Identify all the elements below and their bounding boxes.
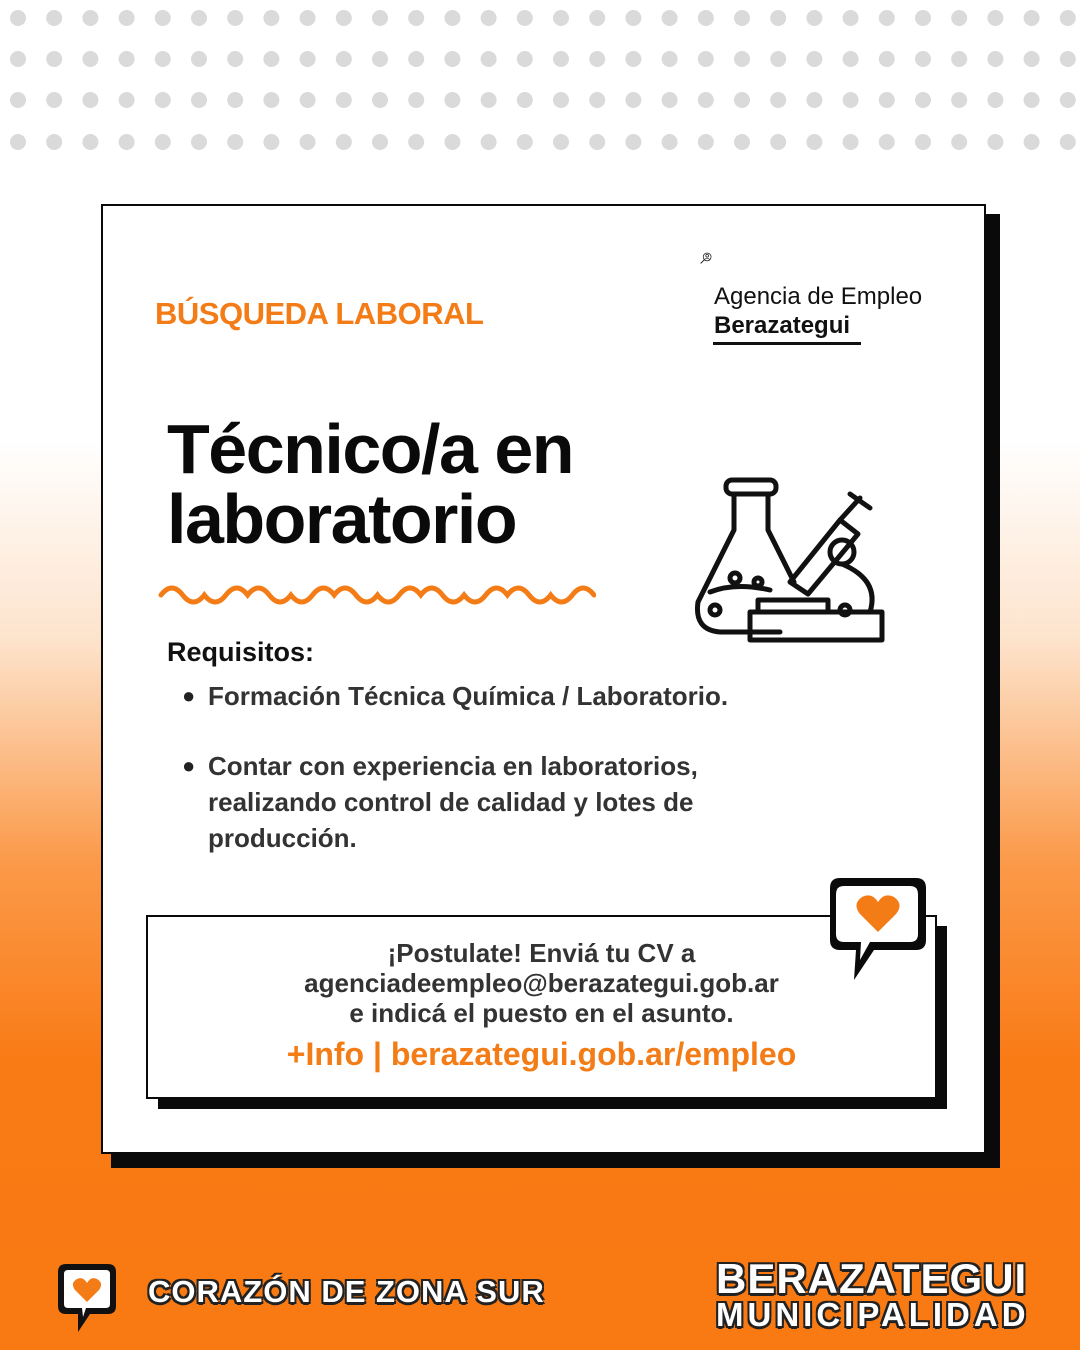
- pattern-dot: [770, 134, 786, 150]
- pattern-dot: [408, 92, 424, 108]
- brand-subtitle: MUNICIPALIDAD: [716, 1296, 1030, 1333]
- pattern-dot: [10, 10, 26, 26]
- pattern-dot: [987, 10, 1003, 26]
- heart-speech-bubble-icon: [56, 1262, 118, 1334]
- job-title-line2: laboratorio: [167, 480, 517, 558]
- agency-city: Berazategui: [714, 312, 851, 339]
- pattern-dot: [372, 51, 388, 67]
- pattern-dot: [119, 134, 135, 150]
- requirement-text: Formación Técnica Química / Laboratorio.: [208, 681, 729, 711]
- requirement-text: Contar con experiencia en laboratorios, realizando control de calidad y lotes de producción.: [208, 751, 698, 853]
- pattern-dot: [46, 134, 62, 150]
- bullet-icon: ●: [182, 683, 196, 708]
- pattern-dot: [951, 92, 967, 108]
- requirements-heading: Requisitos:: [167, 637, 315, 667]
- pattern-dot: [843, 10, 859, 26]
- pattern-dot: [372, 92, 388, 108]
- pattern-dot: [1024, 51, 1040, 67]
- pattern-dot: [517, 51, 533, 67]
- pattern-dot: [119, 92, 135, 108]
- bullet-icon: ●: [182, 753, 196, 778]
- pattern-dot: [444, 92, 460, 108]
- pattern-dot: [408, 10, 424, 26]
- pattern-dot: [843, 92, 859, 108]
- pattern-dot: [300, 92, 316, 108]
- pattern-dot: [336, 10, 352, 26]
- requirements-list: [182, 678, 802, 890]
- pattern-dot: [119, 10, 135, 26]
- pattern-dot: [336, 92, 352, 108]
- pattern-dot: [46, 10, 62, 26]
- pattern-dot: [517, 92, 533, 108]
- pattern-dot: [155, 134, 171, 150]
- pattern-dot: [300, 134, 316, 150]
- pattern-dot: [1024, 10, 1040, 26]
- pattern-dot: [879, 134, 895, 150]
- apply-instructions: [146, 938, 937, 1028]
- pattern-dot: [481, 10, 497, 26]
- pattern-dot: [300, 10, 316, 26]
- pattern-dot: [698, 51, 714, 67]
- pattern-dot: [155, 51, 171, 67]
- pattern-dot: [589, 92, 605, 108]
- pattern-dot: [734, 134, 750, 150]
- pattern-dot: [987, 92, 1003, 108]
- pattern-dot: [1060, 92, 1076, 108]
- job-title-line1: Técnico/a en: [167, 410, 574, 488]
- pattern-dot: [372, 10, 388, 26]
- pattern-dot: [263, 92, 279, 108]
- pattern-dot: [517, 10, 533, 26]
- pattern-dot: [625, 134, 641, 150]
- pattern-dot: [10, 51, 26, 67]
- pattern-dot: [806, 10, 822, 26]
- pattern-dot: [1060, 134, 1076, 150]
- pattern-dot: [227, 10, 243, 26]
- pattern-dot: [263, 10, 279, 26]
- pattern-dot: [915, 51, 931, 67]
- agency-name: Agencia de Empleo: [714, 283, 923, 310]
- pattern-dot: [806, 134, 822, 150]
- pattern-dot: [734, 51, 750, 67]
- pattern-dot: [481, 51, 497, 67]
- pattern-dot: [300, 51, 316, 67]
- pattern-dot: [951, 10, 967, 26]
- pattern-dot: [662, 10, 678, 26]
- pattern-dot: [987, 51, 1003, 67]
- pattern-dot: [227, 92, 243, 108]
- pattern-dot: [589, 51, 605, 67]
- pattern-dot: [1060, 10, 1076, 26]
- apply-line1: ¡Postulate! Enviá tu CV a: [387, 938, 696, 968]
- pattern-dot: [481, 134, 497, 150]
- job-title: [167, 410, 574, 558]
- pattern-dot: [336, 134, 352, 150]
- apply-line3: e indicá el puesto en el asunto.: [349, 998, 734, 1028]
- pattern-dot: [625, 51, 641, 67]
- pattern-dot: [82, 92, 98, 108]
- pattern-dot: [444, 51, 460, 67]
- pattern-dot: [263, 51, 279, 67]
- pattern-dot: [155, 10, 171, 26]
- heart-speech-bubble-icon: [826, 872, 930, 988]
- brand-name: BERAZATEGUI: [716, 1255, 1028, 1302]
- pattern-dot: [444, 134, 460, 150]
- pattern-dot: [336, 51, 352, 67]
- footer-slogan: CORAZÓN DE ZONA SUR: [148, 1274, 545, 1309]
- pattern-dot: [517, 134, 533, 150]
- pattern-dot: [227, 51, 243, 67]
- pattern-dot: [1024, 92, 1040, 108]
- dot-pattern: [0, 0, 1080, 160]
- info-link[interactable]: +Info | berazategui.gob.ar/empleo: [286, 1036, 797, 1072]
- pattern-dot: [879, 92, 895, 108]
- pattern-dot: [46, 51, 62, 67]
- pattern-dot: [915, 92, 931, 108]
- pattern-dot: [408, 134, 424, 150]
- pattern-dot: [155, 92, 171, 108]
- pattern-dot: [951, 51, 967, 67]
- pattern-dot: [625, 92, 641, 108]
- apply-email[interactable]: agenciadeempleo@berazategui.gob.ar: [304, 968, 779, 998]
- pattern-dot: [806, 92, 822, 108]
- pattern-dot: [879, 10, 895, 26]
- pattern-dot: [625, 10, 641, 26]
- pattern-dot: [589, 10, 605, 26]
- lab-flask-microscope-icon: [690, 470, 890, 650]
- pattern-dot: [191, 51, 207, 67]
- list-item: [182, 678, 802, 714]
- pattern-dot: [662, 134, 678, 150]
- pattern-dot: [698, 134, 714, 150]
- pattern-dot: [662, 92, 678, 108]
- pattern-dot: [191, 10, 207, 26]
- pattern-dot: [698, 92, 714, 108]
- pattern-dot: [734, 10, 750, 26]
- pattern-dot: [82, 10, 98, 26]
- pattern-dot: [987, 134, 1003, 150]
- pattern-dot: [770, 51, 786, 67]
- pattern-dot: [662, 51, 678, 67]
- pattern-dot: [372, 134, 388, 150]
- agency-underline: [713, 342, 861, 345]
- pattern-dot: [227, 134, 243, 150]
- pattern-dot: [191, 92, 207, 108]
- pattern-dot: [770, 10, 786, 26]
- pattern-dot: [10, 134, 26, 150]
- pattern-dot: [734, 92, 750, 108]
- pattern-dot: [444, 10, 460, 26]
- pattern-dot: [408, 51, 424, 67]
- pattern-dot: [46, 92, 62, 108]
- wave-underline: [158, 578, 596, 612]
- list-item: [182, 748, 802, 856]
- pattern-dot: [843, 134, 859, 150]
- pattern-dot: [553, 10, 569, 26]
- pattern-dot: [191, 134, 207, 150]
- pattern-dot: [698, 10, 714, 26]
- pattern-dot: [589, 134, 605, 150]
- kicker-label: BÚSQUEDA LABORAL: [155, 296, 484, 331]
- pattern-dot: [879, 51, 895, 67]
- pattern-dot: [951, 134, 967, 150]
- pattern-dot: [806, 51, 822, 67]
- pattern-dot: [843, 51, 859, 67]
- pattern-dot: [82, 51, 98, 67]
- pattern-dot: [553, 134, 569, 150]
- pattern-dot: [1024, 134, 1040, 150]
- pattern-dot: [553, 92, 569, 108]
- pattern-dot: [915, 134, 931, 150]
- pattern-dot: [770, 92, 786, 108]
- pattern-dot: [1060, 51, 1076, 67]
- pattern-dot: [82, 134, 98, 150]
- pattern-dot: [553, 51, 569, 67]
- pattern-dot: [915, 10, 931, 26]
- pattern-dot: [481, 92, 497, 108]
- pattern-dot: [10, 92, 26, 108]
- pattern-dot: [263, 134, 279, 150]
- pattern-dot: [119, 51, 135, 67]
